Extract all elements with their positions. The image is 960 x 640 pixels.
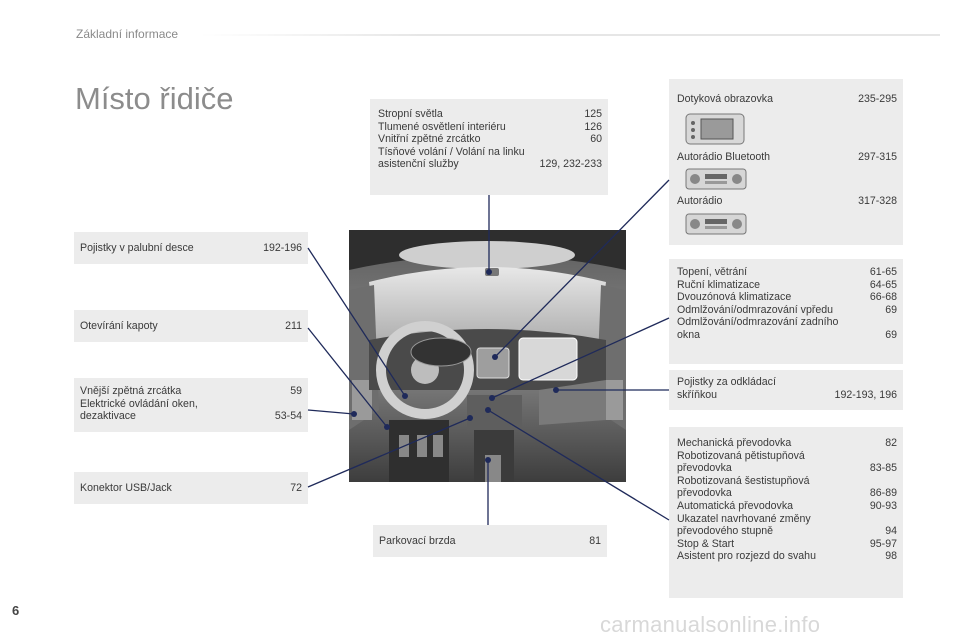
list-item[interactable]: Autorádio Bluetooth 297-315 [677, 150, 897, 163]
bonnet-box [74, 310, 308, 342]
usb-box [74, 472, 308, 504]
list-item[interactable]: Vnější zpětná zrcátka 59 [80, 385, 302, 397]
list-item[interactable]: Elektrické ovládání oken, dezaktivace 53-54 [80, 397, 302, 423]
list-item[interactable]: Stropní světla 125 [378, 108, 602, 120]
bluetooth-radio-icon [685, 168, 747, 190]
list-item[interactable]: Robotizovaná šestistupňová převodovka 86-89 [677, 474, 897, 500]
list-item[interactable]: Odmlžování/odmrazování zadního okna 69 [677, 316, 897, 341]
ceiling-lights-box [370, 99, 608, 195]
list-item[interactable]: Tísňové volání / Volání na linku asistenční služby 129, 232-233 [378, 145, 602, 171]
list-item[interactable]: Dotyková obrazovka 235-295 [677, 93, 897, 105]
list-item[interactable]: Ruční klimatizace 64-65 [677, 278, 897, 291]
heating-box [669, 259, 903, 364]
list-item[interactable]: Autorádio 317-328 [677, 195, 897, 208]
list-item[interactable]: Otevírání kapoty 211 [80, 320, 302, 332]
list-item[interactable]: Vnitřní zpětné zrcátko 60 [378, 133, 602, 146]
radio-icon [685, 213, 747, 235]
list-item[interactable]: Odmlžování/odmrazování vpředu 69 [677, 303, 897, 316]
multimedia-box [669, 79, 903, 245]
list-item[interactable]: Topení, větrání 61-65 [677, 266, 897, 278]
list-item[interactable]: Asistent pro rozjezd do svahu 98 [677, 550, 897, 563]
page-number: 6 [12, 603, 20, 618]
list-item[interactable]: Pojistky za odkládací skříňkou 192-193, 196 [677, 376, 897, 401]
header-rule [200, 34, 940, 36]
dashboard-illustration [349, 230, 626, 482]
glovebox-fuses-box [669, 370, 903, 410]
section-label: Základní informace [76, 27, 179, 41]
list-item[interactable]: Dvouzónová klimatizace 66-68 [677, 291, 897, 304]
list-item[interactable]: Robotizovaná pětistupňová převodovka 83-85 [677, 449, 897, 475]
page-title: Místo řidiče [75, 80, 234, 116]
dash-fuses-box [74, 232, 308, 264]
list-item[interactable]: Stop & Start 95-97 [677, 537, 897, 550]
gearbox-box [669, 427, 903, 598]
list-item[interactable]: Ukazatel navrhované změny převodového stupně 94 [677, 512, 897, 538]
watermark: carmanualsonline.info [600, 612, 821, 637]
list-item[interactable]: Tlumené osvětlení interiéru 126 [378, 120, 602, 133]
list-item[interactable]: Pojistky v palubní desce 192-196 [80, 242, 302, 254]
list-item[interactable]: Automatická převodovka 90-93 [677, 499, 897, 512]
touchscreen-icon [685, 113, 745, 145]
mirrors-box [74, 378, 308, 432]
list-item[interactable]: Konektor USB/Jack 72 [80, 482, 302, 494]
list-item[interactable]: Parkovací brzda 81 [379, 535, 601, 547]
parking-brake-box [373, 525, 607, 557]
list-item[interactable]: Mechanická převodovka 82 [677, 437, 897, 449]
